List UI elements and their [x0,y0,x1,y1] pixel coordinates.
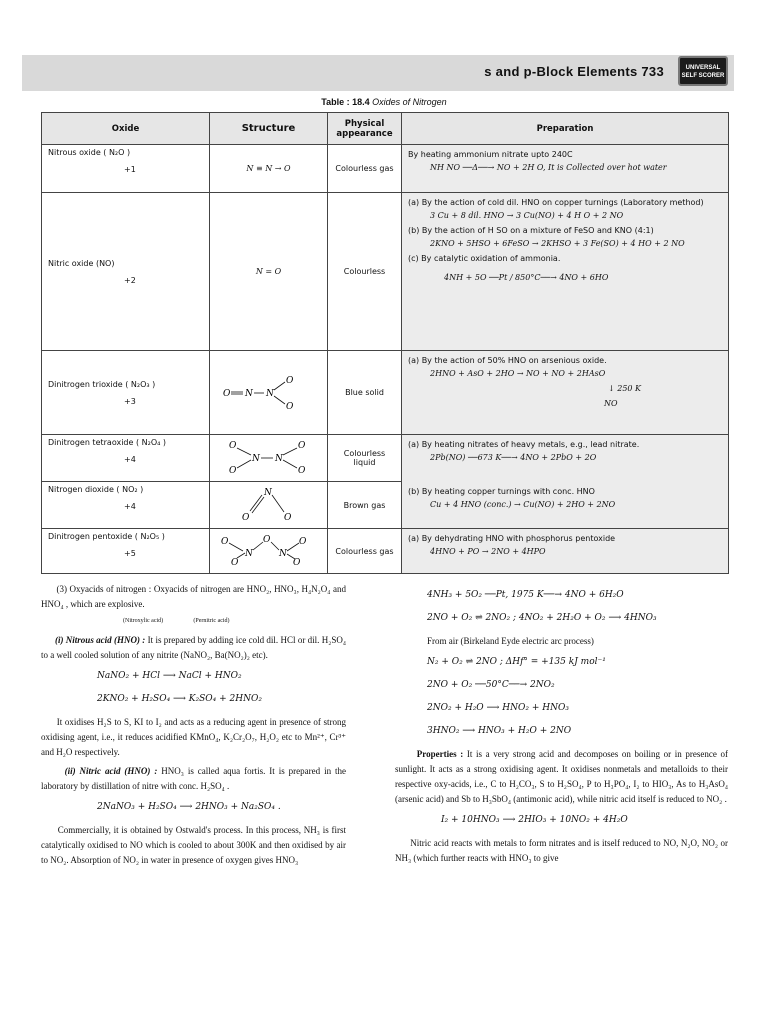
no2-structure-diagram [234,485,304,523]
col-header-oxide: Oxide [42,113,210,145]
col-header-structure: Structure [210,113,328,145]
prep-equation: Cu + 4 HNO (conc.) → Cu(NO) + 2HO + 2NO [430,499,616,509]
preparation-cell [402,145,729,193]
oxide-cell [42,529,210,574]
oxidises-paragraph [41,715,346,760]
svg-text:O: O [220,537,228,547]
oxidation-state: +4 [124,502,136,511]
nitrous-acid-heading: (i) Nitrous acid (HNO) : [54,635,146,645]
appearance-cell: Colourless gas [328,145,402,193]
svg-text:O: O [241,513,249,523]
oxide-name: Dinitrogen tetraoxide ( N₂O₄ ) [48,438,166,447]
nitric-acid-heading: (ii) Nitric acid (HNO) : [64,766,158,776]
preparation-cell [402,529,729,574]
prep-line: (a) By the action of cold dil. HNO on copper turnings (Laboratory method) [408,198,704,207]
table-caption [0,97,768,107]
svg-text:O: O [285,375,293,386]
oxidation-state: +3 [124,396,136,406]
prep-equation: 3 Cu + 8 dil. HNO → 3 Cu(NO) + 4 H O + 2 NO [430,211,624,220]
col-header-appearance: Physical appearance [328,113,402,145]
equation: 2KNO₂ + H₂SO₄ ⟶ K₂SO₄ + 2HNO₂ [97,694,262,704]
svg-text:O: O [283,513,291,523]
equation: NaNO₂ + HCl ⟶ NaCl + HNO₂ [97,671,242,681]
svg-text:O: O [297,466,305,476]
oxyacids-paragraph [41,582,346,629]
svg-text:O: O [230,558,238,568]
svg-text:N: N [244,549,253,559]
oxidation-state: +1 [124,165,136,174]
oxide-cell [42,435,210,482]
table-row [42,482,729,529]
prep-line: (c) By catalytic oxidation of ammonia. [408,254,561,263]
col-header-preparation: Preparation [402,113,729,145]
svg-text:O: O [297,441,305,451]
oxyacids-text: (3) Oxyacids of nitrogen : Oxyacids of nitrogen are HNO₂, HNO₃, H₄N₂O₄ and HNO₄ , which are explosive. [41,584,347,609]
prep-equation: 2HNO + AsO + 2HO → NO + NO + 2HAsO [430,369,606,378]
svg-text:N: N [244,388,253,399]
equation: N₂ + O₂ ⇌ 2NO ; ΔHf° = +135 kJ mol⁻¹ [427,657,606,667]
structure-formula: N = O [255,267,282,276]
svg-text:O: O [298,537,306,547]
prep-equation: 4HNO + PO → 2NO + 4HPO [430,547,546,556]
prep-equation: ↓ 250 K [608,384,642,393]
properties-paragraph [395,747,728,807]
table-number: Table : 18.4 [321,97,370,107]
page-header [22,55,734,91]
left-column [41,582,346,872]
table-row [42,145,729,193]
properties-heading: Properties : [416,749,464,759]
structure-cell [210,145,328,193]
oxide-name: Dinitrogen pentoxide ( N₂O₅ ) [48,532,165,541]
structure-cell [210,529,328,574]
equation: 2NO + O₂ ⇌ 2NO₂ ; 4NO₂ + 2H₂O + O₂ ⟶ 4HNO₃ [427,613,657,623]
appearance-cell: Colourless [328,193,402,351]
table-header-row [42,113,729,145]
logo-line-1: UNIVERSAL [685,65,721,71]
header-title: s and p-Block Elements 733 [484,64,664,79]
equation: 2NO + O₂ ──50°C──→ 2NO₂ [427,680,555,690]
preparation-cell [402,351,729,435]
oxide-cell [42,145,210,193]
structure-formula: N ≡ N → O [246,164,291,173]
oxide-cell [42,482,210,529]
n2o5-structure-diagram [217,532,321,568]
appearance-cell: Colourless gas [328,529,402,574]
prep-line: By heating ammonium nitrate upto 240C [408,150,573,159]
oxide-name: Dinitrogen trioxide ( N₂O₃ ) [48,379,156,389]
oxide-cell [42,351,210,435]
structure-cell [210,351,328,435]
oxide-name: Nitrous oxide ( N₂O ) [48,148,131,157]
nitroxylic-label: (Nitroxylic acid) [123,618,164,624]
svg-text:O: O [292,558,300,568]
metals-text: Nitric acid reacts with metals to form nitrates and is itself reduced to NO, N₂O, NO₂ or NH₃ (which further reacts with HNO₃ to give [395,838,728,863]
prep-line: (a) By the action of 50% HNO on arsenious oxide. [408,356,607,365]
ostwald-paragraph [41,823,346,868]
oxidation-state: +4 [124,455,136,464]
n2o3-structure-diagram [219,372,319,412]
logo-line-2: SELF SCORER [681,73,725,79]
table-row [42,529,729,574]
preparation-cell [402,435,729,482]
oxidises-text: It oxidises H₂S to S, KI to I₂ and acts as a reducing agent in presence of strong oxidising agent, i.e., it reduces acidified KMnO₄, K₂Cr₂O₇, H₂O₂ etc to Mn²⁺, Cr³⁺ and H₂O respectively. [41,717,346,757]
prep-equation: 2Pb(NO) ──673 K──→ 4NO + 2PbO + 2O [430,453,597,462]
structure-cell [210,193,328,351]
pernitric-label: (Pernitric acid) [193,618,230,624]
table-row [42,351,729,435]
prep-line: (b) By the action of H SO on a mixture of FeSO and KNO (4:1) [408,226,654,235]
nitric-acid-paragraph [41,764,346,794]
nitrous-acid-text: It is prepared by adding ice cold dil. HCl or dil. H₂SO₄ to a well cooled solution of any nitrite (NaNO₂, Ba(NO₂)₂ etc). [41,635,347,660]
svg-text:O: O [228,466,236,476]
birkeland-paragraph: From air (Birkeland Eyde electric arc process) [427,636,594,646]
publisher-logo [678,56,728,86]
appearance-cell: Brown gas [328,482,402,529]
preparation-cell [402,193,729,351]
svg-text:N: N [251,454,260,464]
svg-text:N: N [278,549,287,559]
oxide-name: Nitrogen dioxide ( NO₂ ) [48,485,144,494]
equation: 2NO₂ + H₂O ⟶ HNO₂ + HNO₃ [427,703,569,713]
equation: 3HNO₂ ⟶ HNO₃ + H₂O + 2NO [427,726,572,736]
svg-text:N: N [274,454,283,464]
prep-line: (a) By heating nitrates of heavy metals, e.g., lead nitrate. [408,440,640,449]
appearance-cell: Colourless liquid [328,435,402,482]
appearance-cell: Blue solid [328,351,402,435]
svg-text:N: N [263,488,272,498]
table-row [42,435,729,482]
prep-equation: NH NO ──Δ──→ NO + 2H O, It is Collected over hot water [430,163,667,172]
prep-equation: 2KNO + 5HSO + 6FeSO → 2KHSO + 3 Fe(SO) + 4 HO + 2 NO [430,239,685,248]
ostwald-text: Commercially, it is obtained by Ostwald's process. In this process, NH₃ is first catalytically oxidised to NO which is cooled to about 300K and then oxidised by air to NO₂. Absorption of NO₂ in water in presence of oxygen gives HNO₃ [41,825,346,865]
properties-text: It is a very strong acid and decomposes on boiling or in presence of sunlight. It acts as a strong oxidising agent. It oxidises nonmetals and metalloids to their respective oxy-acids, i.e., C to H₂CO₃, S to H₂SO₄, P to H₃PO₄, I₂ to HIO₃, As to H₃AsO₄ (arsenic acid) and Sb to H₃SbO₄ (antimonic acid), while nitric acid itself is reduced to NO₂ . [395,749,729,804]
oxides-table [41,112,729,574]
structure-cell [210,482,328,529]
nitrous-acid-paragraph [41,633,346,663]
structure-cell [210,435,328,482]
table-row [42,193,729,351]
svg-text:O: O [222,388,230,399]
equation: I₂ + 10HNO₃ ⟶ 2HIO₃ + 10NO₂ + 4H₂O [441,815,628,825]
oxidation-state: +5 [124,549,136,558]
equation: 4NH₃ + 5O₂ ──Pt, 1975 K──→ 4NO + 6H₂O [427,590,624,600]
preparation-cell [402,482,729,529]
right-column [395,582,728,870]
oxide-cell [42,193,210,351]
svg-text:O: O [262,535,270,545]
svg-text:O: O [228,441,236,451]
table-name: Oxides of Nitrogen [372,97,447,107]
svg-text:O: O [285,401,293,412]
oxidation-state: +2 [124,275,136,285]
prep-line: (b) By heating copper turnings with conc. HNO [408,486,595,496]
prep-line: (a) By dehydrating HNO with phosphorus pentoxide [408,534,616,543]
prep-equation: NO [604,399,618,408]
oxide-name: Nitric oxide (NO) [48,258,115,268]
prep-equation: 4NH + 5O ──Pt / 850°C──→ 4NO + 6HO [444,273,609,282]
n2o4-structure-diagram [219,438,319,476]
metals-paragraph [395,836,728,866]
nitric-acid-text: HNO₃ is called aqua fortis. It is prepared in the laboratory by distillation of nitre with conc. H₂SO₄ . [41,766,347,791]
equation: 2NaNO₃ + H₂SO₄ ⟶ 2HNO₃ + Na₂SO₄ . [97,802,281,812]
svg-text:N: N [265,388,274,399]
